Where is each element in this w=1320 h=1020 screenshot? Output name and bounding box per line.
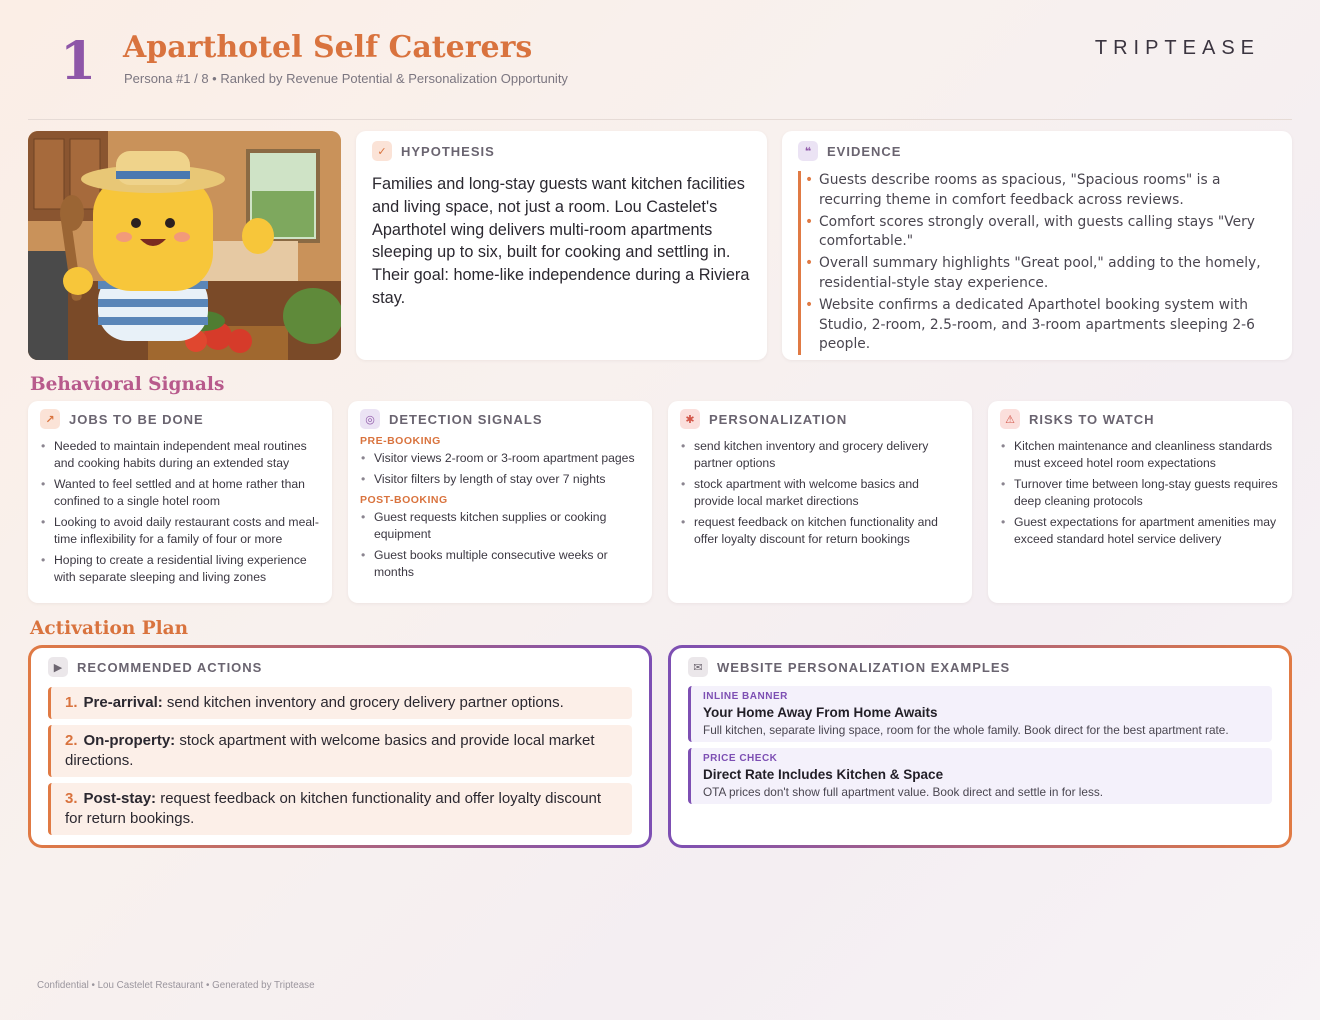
- list-item: • Guest books multiple consecutive weeks or months: [374, 547, 640, 581]
- action-number: 3.: [65, 790, 78, 807]
- list-item: • stock apartment with welcome basics and provide local market directions: [694, 476, 960, 510]
- activation-plan-title: Activation Plan: [30, 618, 189, 639]
- list-item: • request feedback on kitchen functionality and offer loyalty discount for return bookings: [694, 514, 960, 548]
- detection-card: [348, 401, 652, 603]
- jobs-card: [28, 401, 332, 603]
- example-type: PRICE CHECK: [703, 753, 778, 764]
- examples-list: [688, 686, 1272, 804]
- actions-label: RECOMMENDED ACTIONS: [77, 659, 263, 675]
- personalization-card: [668, 401, 972, 603]
- examples-label: WEBSITE PERSONALIZATION EXAMPLES: [717, 659, 1011, 675]
- example-item: [688, 748, 1272, 804]
- page-footer: Confidential • Lou Castelet Restaurant • Generated by Triptease: [37, 980, 315, 991]
- list-item: • Guest requests kitchen supplies or cooking equipment: [374, 509, 640, 543]
- check-icon: ✓: [372, 141, 392, 161]
- personalization-list: [680, 438, 960, 548]
- action-label: Pre-arrival:: [83, 694, 163, 711]
- hypothesis-header: [372, 141, 751, 161]
- jobs-label: JOBS TO BE DONE: [69, 411, 204, 427]
- website-examples-card: [668, 645, 1292, 848]
- jobs-list: [40, 438, 320, 586]
- list-item: • Visitor views 2-room or 3-room apartment pages: [374, 450, 640, 467]
- examples-header: [688, 657, 1272, 677]
- header-divider: [28, 119, 1292, 120]
- action-number: 1.: [65, 694, 78, 711]
- evidence-item: • Website confirms a dedicated Aparthotel booking system with Studio, 2-room, 2.5-room, and 3-room apartments sleeping 2-6 people.: [819, 296, 1276, 355]
- personalization-header: [680, 409, 960, 429]
- example-headline: Your Home Away From Home Awaits: [703, 705, 938, 720]
- quote-icon: ❝: [798, 141, 818, 161]
- jobs-header: [40, 409, 320, 429]
- persona-illustration: [28, 131, 341, 360]
- arrow-up-right-icon: ↗: [40, 409, 60, 429]
- recommended-actions-inner: [31, 648, 649, 845]
- list-item: • Kitchen maintenance and cleanliness standards must exceed hotel room expectations: [1014, 438, 1280, 472]
- sparkle-icon: ✱: [680, 409, 700, 429]
- evidence-item: • Comfort scores strongly overall, with guests calling stays "Very comfortable.": [819, 213, 1276, 253]
- play-icon: ▶: [48, 657, 68, 677]
- target-icon: ◎: [360, 409, 380, 429]
- risks-list: [1000, 438, 1280, 548]
- envelope-icon: ✉: [688, 657, 708, 677]
- behavioral-signals-title: Behavioral Signals: [30, 374, 225, 395]
- list-item: • Guest expectations for apartment amenities may exceed standard hotel service delivery: [1014, 514, 1280, 548]
- list-item: • send kitchen inventory and grocery delivery partner options: [694, 438, 960, 472]
- hypothesis-label: HYPOTHESIS: [401, 143, 495, 159]
- page-title: Aparthotel Self Caterers: [123, 30, 533, 65]
- hypothesis-card: [356, 131, 767, 360]
- recommended-actions-card: [28, 645, 652, 848]
- pre-booking-label: PRE-BOOKING: [360, 435, 441, 447]
- page-subtitle: Persona #1 / 8 • Ranked by Revenue Potential & Personalization Opportunity: [124, 71, 568, 86]
- example-headline: Direct Rate Includes Kitchen & Space: [703, 767, 944, 782]
- action-number: 2.: [65, 732, 78, 749]
- action-item: [48, 687, 632, 719]
- evidence-label: EVIDENCE: [827, 143, 902, 159]
- evidence-item: • Overall summary highlights "Great pool," adding to the homely, residential-style stay experience.: [819, 254, 1276, 294]
- post-booking-label: POST-BOOKING: [360, 494, 448, 506]
- website-examples-inner: [671, 648, 1289, 845]
- risks-card: [988, 401, 1292, 603]
- evidence-list: [798, 171, 1276, 355]
- list-item: • Visitor filters by length of stay over 7 nights: [374, 471, 640, 488]
- post-booking-list: [360, 509, 640, 581]
- detection-header: [360, 409, 640, 429]
- list-item: • Looking to avoid daily restaurant costs and meal-time inflexibility for a family of four or more: [54, 514, 320, 548]
- brand-logo: TRIPTEASE: [1094, 37, 1260, 59]
- hypothesis-text: Families and long-stay guests want kitchen facilities and living space, not just a room. Lou Castelet's Aparthotel wing delivers multi-room apartments sleeping up to six, built for cooking and settling in. Their goal: home-like independence during a Riviera stay.: [372, 175, 750, 307]
- list-item: • Needed to maintain independent meal routines and cooking habits during an extended stay: [54, 438, 320, 472]
- example-item: [688, 686, 1272, 742]
- evidence-item: • Guests describe rooms as spacious, "Spacious rooms" is a recurring theme in comfort feedback across reviews.: [819, 171, 1276, 211]
- warning-icon: ⚠: [1000, 409, 1020, 429]
- example-body: Full kitchen, separate living space, room for the whole family. Book direct for the best apartment rate.: [703, 723, 1229, 737]
- actions-list: [48, 687, 632, 835]
- personalization-label: PERSONALIZATION: [709, 411, 848, 427]
- action-label: Post-stay:: [83, 790, 157, 807]
- list-item: • Wanted to feel settled and at home rather than confined to a single hotel room: [54, 476, 320, 510]
- action-item: [48, 725, 632, 777]
- evidence-header: [798, 141, 1276, 161]
- evidence-card: [782, 131, 1292, 360]
- list-item: • Turnover time between long-stay guests requires deep cleaning protocols: [1014, 476, 1280, 510]
- action-text: request feedback on kitchen functionality and offer loyalty discount for return bookings.: [65, 790, 602, 827]
- example-body: OTA prices don't show full apartment value. Book direct and settle in for less.: [703, 785, 1104, 799]
- action-item: [48, 783, 632, 835]
- action-text: stock apartment with welcome basics and provide local market directions.: [65, 732, 595, 769]
- example-type: INLINE BANNER: [703, 691, 788, 702]
- page-header: [0, 0, 1320, 120]
- risks-header: [1000, 409, 1280, 429]
- risks-label: RISKS TO WATCH: [1029, 411, 1155, 427]
- actions-header: [48, 657, 632, 677]
- list-item: • Hoping to create a residential living experience with separate sleeping and living zones: [54, 552, 320, 586]
- action-text: send kitchen inventory and grocery delivery partner options.: [162, 694, 564, 711]
- pre-booking-list: [360, 450, 640, 488]
- detection-label: DETECTION SIGNALS: [389, 411, 543, 427]
- persona-rank: 1: [60, 31, 97, 92]
- action-label: On-property:: [83, 732, 176, 749]
